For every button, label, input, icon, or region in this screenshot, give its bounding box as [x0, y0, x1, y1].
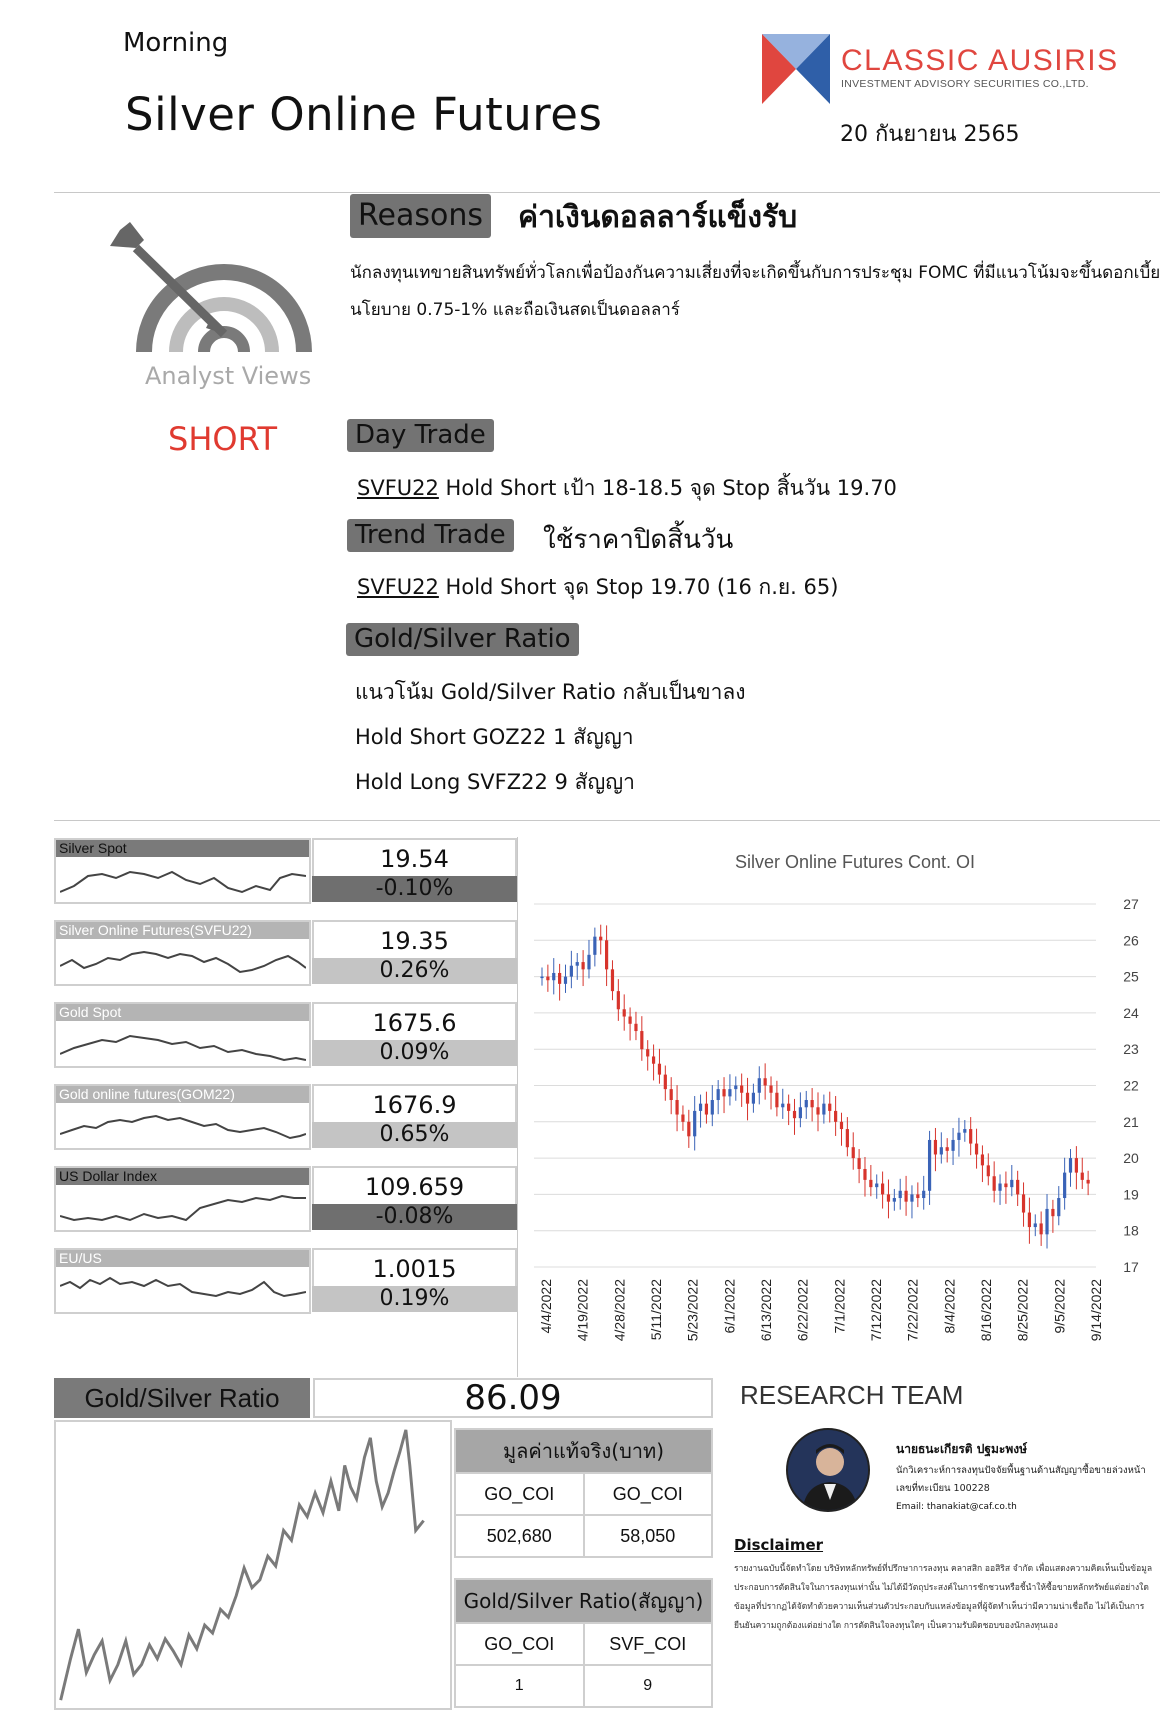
table-cell: 58,050: [584, 1515, 713, 1557]
candle-body: [1087, 1180, 1090, 1184]
candle-body: [1081, 1173, 1084, 1180]
table-cell: 1: [455, 1665, 584, 1707]
trend-trade-text: Hold Short จุด Stop 19.70 (16 ก.ย. 65): [438, 575, 839, 599]
panel-divider: [517, 837, 518, 1377]
ticker-sparkline: [60, 1190, 306, 1228]
candle-body: [681, 1115, 684, 1122]
x-tick-label: 5/11/2022: [648, 1279, 664, 1341]
person-icon: [788, 1430, 870, 1512]
candle-body: [940, 1147, 943, 1154]
candle-body: [699, 1104, 702, 1111]
ticker-value: 1.0015: [312, 1248, 517, 1286]
candle-body: [951, 1140, 954, 1151]
trend-trade-tag: Trend Trade: [347, 519, 514, 552]
ratio-line: Hold Long SVFZ22 9 สัญญา: [355, 770, 635, 794]
chart-title: Silver Online Futures Cont. OI: [734, 852, 976, 872]
candle-body: [546, 977, 549, 981]
y-tick-label: 21: [1123, 1113, 1139, 1130]
candle-body: [863, 1169, 866, 1180]
candle-body: [599, 937, 602, 941]
candle-body: [1004, 1184, 1007, 1188]
ticker-row: [54, 920, 517, 986]
gold-silver-ratio-label: Gold/Silver Ratio: [54, 1378, 310, 1418]
ticker-name: US Dollar Index: [56, 1168, 309, 1185]
candle-body: [670, 1089, 673, 1100]
ticker-name: EU/US: [56, 1250, 309, 1267]
candle-body: [617, 991, 620, 1009]
target-arrow-icon: [100, 218, 320, 358]
ticker-sparkline: [60, 862, 306, 900]
candle-body: [711, 1100, 714, 1115]
day-trade-tag: Day Trade: [347, 419, 494, 452]
ticker-value: 1675.6: [312, 1002, 517, 1040]
y-tick-label: 17: [1123, 1259, 1139, 1275]
candle-body: [781, 1104, 784, 1108]
reasons-tag: Reasons: [350, 194, 491, 238]
ticker-info: [54, 920, 311, 986]
logo-mark-icon: [762, 34, 830, 104]
candle-body: [934, 1140, 937, 1155]
x-tick-label: 6/13/2022: [758, 1279, 774, 1342]
ticker-change: 0.26%: [312, 958, 517, 984]
candle-body: [816, 1107, 819, 1114]
candle-body: [799, 1107, 802, 1118]
candle-body: [746, 1093, 749, 1104]
ticker-sparkline: [60, 1108, 306, 1146]
x-tick-label: 6/22/2022: [794, 1279, 811, 1342]
ticker-change: 0.19%: [312, 1286, 517, 1312]
candle-body: [834, 1111, 837, 1122]
candle-body: [1022, 1194, 1025, 1212]
analyst-role: นักวิเคราะห์การลงทุนปัจจัยพื้นฐานด้านสัญญาซื้อขายล่วงหน้า เลขที่ทะเบียน 100228: [896, 1465, 1146, 1494]
candle-body: [840, 1122, 843, 1129]
candle-body: [811, 1100, 814, 1107]
logo-subtitle: INVESTMENT ADVISORY SECURITIES CO.,LTD.: [841, 78, 1089, 90]
candle-body: [728, 1089, 731, 1096]
ticker-row: [54, 1248, 517, 1314]
y-tick-label: 27: [1123, 896, 1139, 912]
candle-body: [787, 1104, 790, 1111]
candle-body: [1040, 1223, 1043, 1234]
candle-body: [1010, 1180, 1013, 1187]
ticker-change: 0.09%: [312, 1040, 517, 1066]
x-tick-label: 4/19/2022: [574, 1279, 591, 1342]
candle-body: [875, 1184, 878, 1188]
header-divider: [54, 192, 1160, 193]
y-tick-label: 22: [1123, 1077, 1139, 1094]
candle-body: [623, 1009, 626, 1016]
x-tick-label: 7/1/2022: [831, 1279, 848, 1334]
ratio-line: Hold Short GOZ22 1 สัญญา: [355, 725, 634, 749]
candle-body: [946, 1147, 949, 1151]
candle-body: [658, 1064, 661, 1075]
gold-silver-ratio-value: 86.09: [313, 1378, 713, 1418]
ticker-value: 1676.9: [312, 1084, 517, 1122]
candle-body: [904, 1191, 907, 1202]
x-tick-label: 7/22/2022: [904, 1279, 921, 1342]
candle-body: [646, 1049, 649, 1056]
y-tick-label: 24: [1123, 1004, 1139, 1021]
ticker-name: Gold online futures(GOM22): [56, 1086, 309, 1103]
x-tick-label: 4/28/2022: [611, 1279, 628, 1342]
table-cell: GO_COI: [584, 1473, 713, 1515]
day-trade-line: [357, 472, 897, 505]
analyst-name: นายธนะเกียรติ ปฐมะพงษ์: [896, 1442, 1028, 1456]
table-cell: GO_COI: [455, 1623, 584, 1665]
candle-body: [998, 1184, 1001, 1191]
section-divider: [54, 820, 1160, 821]
ticker-info: [54, 1248, 311, 1314]
candle-body: [969, 1129, 972, 1144]
analyst-views-label: Analyst Views: [145, 362, 312, 390]
research-team-title: RESEARCH TEAM: [740, 1380, 964, 1410]
analyst-avatar: [786, 1428, 870, 1512]
disclaimer-title: Disclaimer: [734, 1536, 824, 1554]
candle-body: [822, 1104, 825, 1115]
x-tick-label: 9/5/2022: [1051, 1279, 1068, 1334]
trend-trade-line: [357, 571, 838, 604]
candle-body: [928, 1140, 931, 1191]
real-value-header: มูลค่าแท้จริง(บาท): [455, 1429, 712, 1473]
trend-trade-note: ใช้ราคาปิดสิ้นวัน: [543, 525, 734, 555]
ticker-row: [54, 1084, 517, 1150]
candle-body: [652, 1056, 655, 1063]
candle-body: [564, 977, 567, 984]
table-cell: GO_COI: [455, 1473, 584, 1515]
candle-body: [858, 1158, 861, 1169]
candle-body: [558, 973, 561, 984]
ticker-info: [54, 1084, 311, 1150]
y-tick-label: 23: [1123, 1041, 1139, 1058]
ticker-row: [54, 1166, 517, 1232]
candle-body: [846, 1129, 849, 1147]
candle-body: [634, 1024, 637, 1031]
candle-body: [1069, 1158, 1072, 1173]
x-tick-label: 6/1/2022: [721, 1279, 738, 1334]
candle-body: [805, 1100, 808, 1107]
ticker-name: Silver Online Futures(SVFU22): [56, 922, 309, 939]
candle-body: [611, 969, 614, 991]
ticker-name: Silver Spot: [56, 840, 309, 857]
candle-body: [605, 940, 608, 969]
candle-body: [722, 1089, 725, 1096]
trend-trade-symbol[interactable]: SVFU22: [357, 575, 439, 599]
candle-body: [769, 1086, 772, 1093]
disclaimer-body: รายงานฉบับนี้จัดทำโดย บริษัทหลักทรัพย์ที่ปรึกษาการลงทุน คลาสสิก ออสิริส จำกัด เพื่อแสดงความคิดเห็นเป็นข้อมูลประกอบการตัดสินใจในการลงทุนเท่านั้น ไม่ได้มีวัตถุประสงค์ในการชักชวนหรือชี้นำให้ซื้อขายหลักทรัพย์แต่อย่างใด ข้อมูลที่ปรากฏได้จัดทำด้วยความเห็นส่วนตัวประกอบกับแหล่งข้อมูลที่ผู้จัดทำเห็นว่ามีความน่าเชื่อถือ ไม่ได้เป็นการยืนยันความถูกต้องแต่อย่างใด การตัดสินใจลงทุนใดๆ เป็นความรับผิดชอบของนักลงทุนเอง: [734, 1564, 1153, 1631]
candle-body: [628, 1017, 631, 1024]
candle-body: [570, 966, 573, 977]
candle-body: [993, 1176, 996, 1191]
candle-body: [582, 962, 585, 969]
ticker-info: [54, 1002, 311, 1068]
candle-body: [910, 1194, 913, 1201]
candle-body: [881, 1184, 884, 1195]
y-tick-label: 20: [1123, 1150, 1139, 1167]
ticker-info: [54, 1166, 311, 1232]
candle-body: [734, 1086, 737, 1090]
candle-body: [1075, 1158, 1078, 1173]
x-tick-label: 5/23/2022: [684, 1279, 701, 1342]
candle-body: [1034, 1223, 1037, 1227]
candle-body: [887, 1194, 890, 1201]
candle-body: [987, 1165, 990, 1176]
candle-body: [764, 1078, 767, 1085]
y-tick-label: 19: [1123, 1186, 1139, 1203]
gold-silver-ratio-line-chart: [54, 1420, 452, 1710]
ticker-row: [54, 838, 517, 904]
analyst-view-short: SHORT: [168, 420, 278, 458]
y-tick-label: 25: [1123, 968, 1139, 985]
candle-body: [675, 1100, 678, 1115]
ticker-change: 0.65%: [312, 1122, 517, 1148]
candle-body: [664, 1075, 667, 1090]
candle-body: [775, 1093, 778, 1108]
day-trade-text: Hold Short เป้า 18-18.5 จุด Stop สิ้นวัน 19.70: [438, 476, 897, 500]
ticker-value: 19.35: [312, 920, 517, 958]
candle-body: [981, 1154, 984, 1165]
report-edition: Morning: [123, 28, 229, 58]
report-date: 20 กันยายน 2565: [840, 122, 1020, 147]
ticker-row: [54, 1002, 517, 1068]
reasons-body: นักลงทุนเทขายสินทรัพย์ทั่วโลกเพื่อป้องกันความเสี่ยงที่จะเกิดขึ้นกับการประชุม FOMC ที่มีแนวโน้มจะขึ้นดอกเบี้ยนโยบาย 0.75-1% และถือเงินสดเป็นดอลลาร์: [350, 263, 1161, 320]
candle-body: [593, 937, 596, 955]
candle-body: [922, 1191, 925, 1198]
candle-body: [869, 1180, 872, 1187]
ticker-sparkline: [60, 1272, 306, 1310]
ticker-value: 109.659: [312, 1166, 517, 1204]
ratio-contracts-table: [454, 1578, 713, 1708]
candle-body: [963, 1129, 966, 1133]
candle-body: [752, 1093, 755, 1104]
candle-body: [576, 962, 579, 966]
logo-name: CLASSIC AUSIRIS: [841, 44, 1119, 77]
ratio-line: แนวโน้ม Gold/Silver Ratio กลับเป็นขาลง: [355, 680, 746, 704]
x-tick-label: 8/4/2022: [941, 1279, 958, 1334]
reasons-headline: ค่าเงินดอลลาร์แข็งรับ: [518, 200, 798, 235]
y-tick-label: 18: [1123, 1222, 1139, 1239]
candle-body: [893, 1198, 896, 1202]
candle-body: [587, 955, 590, 970]
analyst-email: Email: thanakiat@caf.co.th: [896, 1502, 1017, 1512]
candle-body: [975, 1144, 978, 1155]
table-cell: 9: [584, 1665, 713, 1707]
candle-body: [1057, 1198, 1060, 1216]
candle-body: [540, 977, 543, 979]
candle-body: [916, 1194, 919, 1198]
candle-body: [957, 1133, 960, 1140]
candle-body: [899, 1191, 902, 1198]
page-title: Silver Online Futures: [125, 88, 603, 141]
table-cell: 502,680: [455, 1515, 584, 1557]
candle-body: [1016, 1180, 1019, 1195]
gold-silver-ratio-tag: Gold/Silver Ratio: [346, 623, 579, 656]
candle-body: [793, 1111, 796, 1118]
real-value-table: [454, 1428, 713, 1558]
x-tick-label: 9/14/2022: [1088, 1279, 1104, 1342]
candle-body: [717, 1089, 720, 1100]
candle-body: [1063, 1173, 1066, 1198]
candle-body: [705, 1104, 708, 1115]
candle-body: [828, 1104, 831, 1111]
ticker-change: -0.08%: [312, 1204, 517, 1230]
y-tick-label: 26: [1123, 932, 1139, 949]
ticker-sparkline: [60, 1026, 306, 1064]
ticker-change: -0.10%: [312, 876, 517, 902]
candle-body: [693, 1111, 696, 1136]
candle-body: [852, 1147, 855, 1158]
table-cell: SVF_COI: [584, 1623, 713, 1665]
day-trade-symbol[interactable]: SVFU22: [357, 476, 439, 500]
x-tick-label: 8/25/2022: [1014, 1279, 1031, 1342]
ticker-sparkline: [60, 944, 306, 982]
ticker-value: 19.54: [312, 838, 517, 876]
candle-body: [687, 1122, 690, 1137]
ticker-name: Gold Spot: [56, 1004, 309, 1021]
candle-body: [1051, 1209, 1054, 1216]
candle-body: [740, 1086, 743, 1093]
x-tick-label: 8/16/2022: [978, 1279, 994, 1342]
x-tick-label: 7/12/2022: [868, 1279, 884, 1342]
candle-body: [640, 1031, 643, 1049]
candle-body: [1045, 1209, 1048, 1234]
candle-body: [1028, 1213, 1031, 1228]
ratio-contracts-header: Gold/Silver Ratio(สัญญา): [455, 1579, 712, 1623]
ticker-info: [54, 838, 311, 904]
x-tick-label: 4/4/2022: [538, 1279, 554, 1334]
candle-body: [552, 973, 555, 980]
candle-body: [758, 1078, 761, 1093]
oi-candlestick-chart: [528, 882, 1168, 1352]
